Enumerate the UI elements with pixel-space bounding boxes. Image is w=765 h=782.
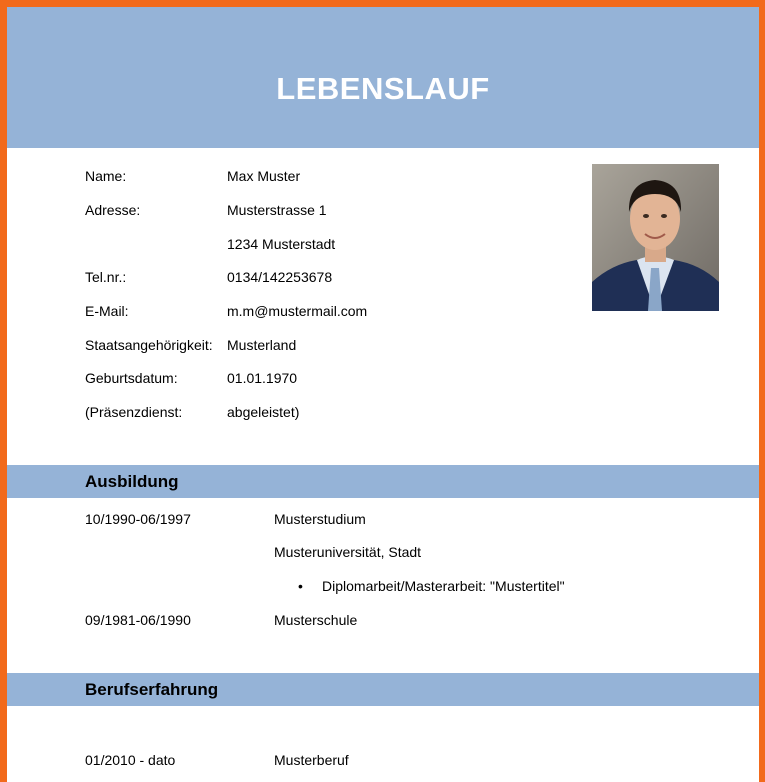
section-experience-header xyxy=(7,673,759,706)
value-birthdate: 01.01.1970 xyxy=(227,370,298,386)
value-street: Musterstrasse 1 xyxy=(227,202,327,218)
portrait-photo xyxy=(592,164,719,311)
label-nationality: Staatsangehörigkeit: xyxy=(85,337,213,353)
value-email: m.m@mustermail.com xyxy=(227,303,368,319)
value-nationality: Musterland xyxy=(227,337,297,353)
education-institution: Musteruniversität, Stadt xyxy=(274,544,422,560)
education-detail-bullet: • xyxy=(298,578,303,594)
label-birthdate: Geburtsdatum: xyxy=(85,370,178,386)
value-city: 1234 Musterstadt xyxy=(227,236,336,252)
education-period: 10/1990-06/1997 xyxy=(85,511,191,527)
label-address: Adresse: xyxy=(85,202,141,218)
experience-period: 01/2010 - dato xyxy=(85,752,176,768)
label-phone: Tel.nr.: xyxy=(85,269,127,285)
value-service: abgeleistet) xyxy=(227,404,300,420)
label-email: E-Mail: xyxy=(85,303,129,319)
section-education-title: Ausbildung xyxy=(85,472,179,491)
page-title: LEBENSLAUF xyxy=(276,71,490,106)
education-title: Musterstudium xyxy=(274,511,366,527)
section-education-header xyxy=(7,465,759,498)
value-phone: 0134/142253678 xyxy=(227,269,333,285)
education-period: 09/1981-06/1990 xyxy=(85,612,191,628)
experience-title: Musterberuf xyxy=(274,752,349,768)
cv-page xyxy=(7,7,759,782)
education-title: Musterschule xyxy=(274,612,358,628)
label-name: Name: xyxy=(85,168,127,184)
value-name: Max Muster xyxy=(227,168,301,184)
education-detail: Diplomarbeit/Masterarbeit: "Mustertitel" xyxy=(322,578,565,594)
label-service: (Präsenzdienst: xyxy=(85,404,183,420)
title-banner xyxy=(7,7,759,148)
section-experience-title: Berufserfahrung xyxy=(85,680,219,699)
